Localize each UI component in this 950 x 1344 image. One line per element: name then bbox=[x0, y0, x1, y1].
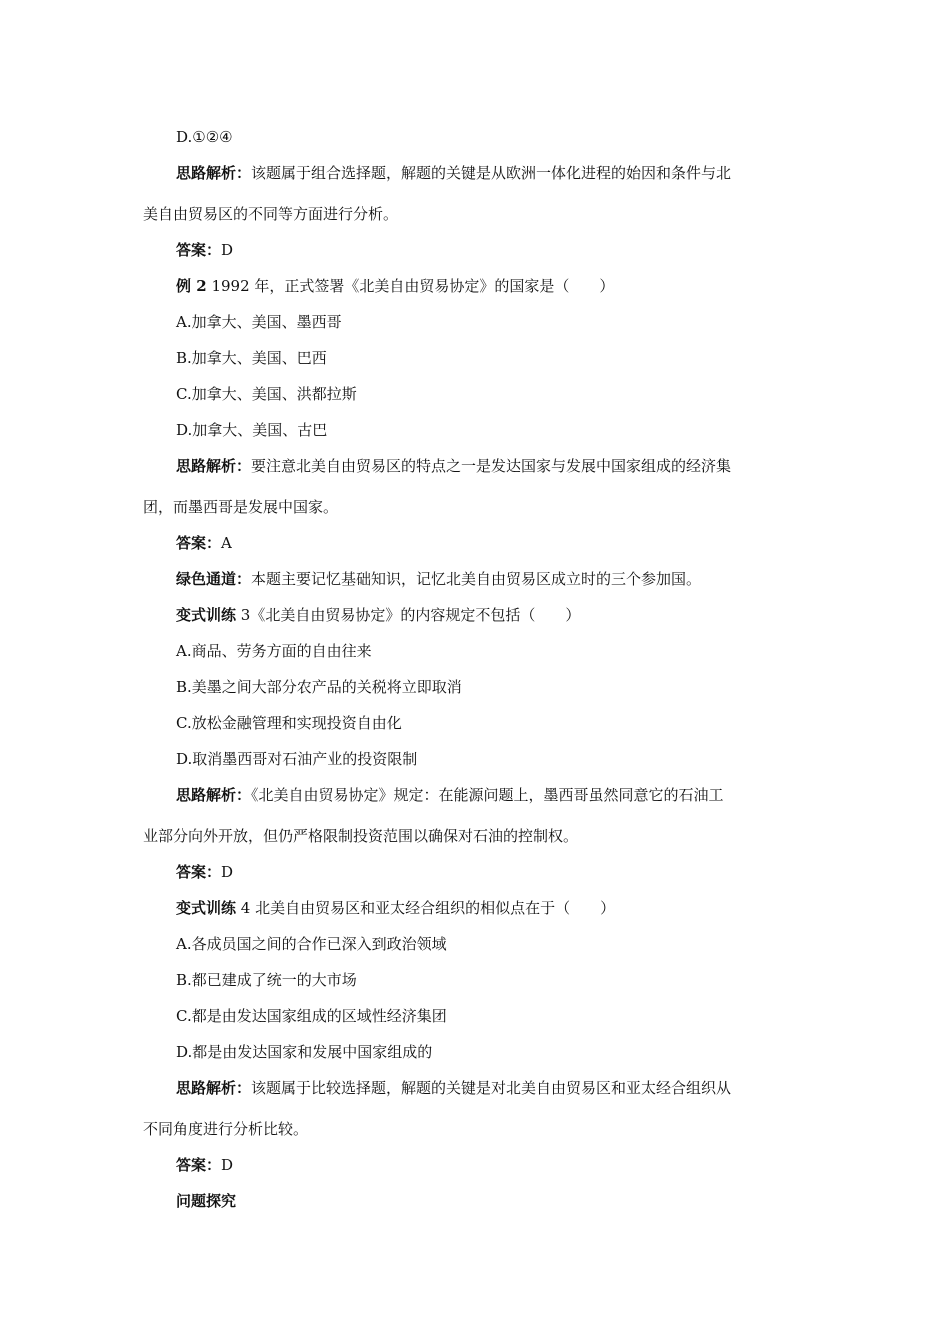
analysis-line: 思路解析：要注意北美自由贸易区的特点之一是发达国家与发展中国家组成的经济集 bbox=[176, 457, 732, 475]
section-heading: 问题探究 bbox=[176, 1192, 237, 1210]
answer-line: 答案：D bbox=[176, 1156, 234, 1174]
exercise-question: 变式训练 3《北美自由贸易协定》的内容规定不包括（ ） bbox=[176, 606, 581, 624]
option-line: B.加拿大、美国、巴西 bbox=[176, 349, 327, 367]
option-line: A.加拿大、美国、墨西哥 bbox=[176, 313, 342, 331]
option-line: C.都是由发达国家组成的区域性经济集团 bbox=[176, 1007, 447, 1025]
option-line: D.取消墨西哥对石油产业的投资限制 bbox=[176, 750, 418, 768]
exercise-question: 变式训练 4 北美自由贸易区和亚太经合组织的相似点在于（ ） bbox=[176, 899, 616, 917]
answer-line: 答案：D bbox=[176, 863, 234, 881]
option-line: B.美墨之间大部分农产品的关税将立即取消 bbox=[176, 678, 462, 696]
answer-line: 答案：A bbox=[176, 534, 232, 552]
analysis-continuation: 团，而墨西哥是发展中国家。 bbox=[143, 498, 339, 516]
green-channel-line: 绿色通道：本题主要记忆基础知识，记忆北美自由贸易区成立时的三个参加国。 bbox=[176, 570, 702, 588]
option-line: D.①②④ bbox=[176, 128, 233, 146]
option-line: A.各成员国之间的合作已深入到政治领域 bbox=[176, 935, 447, 953]
option-line: C.加拿大、美国、洪都拉斯 bbox=[176, 385, 357, 403]
example-question: 例 2 1992 年，正式签署《北美自由贸易协定》的国家是（ ） bbox=[176, 277, 615, 295]
option-line: A.商品、劳务方面的自由往来 bbox=[176, 642, 372, 660]
analysis-line: 思路解析：该题属于组合选择题，解题的关键是从欧洲一体化进程的始因和条件与北 bbox=[176, 164, 732, 182]
option-line: D.加拿大、美国、古巴 bbox=[176, 421, 328, 439]
option-line: C.放松金融管理和实现投资自由化 bbox=[176, 714, 402, 732]
analysis-line: 思路解析：《北美自由贸易协定》规定：在能源问题上，墨西哥虽然同意它的石油工 bbox=[176, 786, 724, 804]
analysis-continuation: 美自由贸易区的不同等方面进行分析。 bbox=[143, 205, 399, 223]
analysis-continuation: 业部分向外开放，但仍严格限制投资范围以确保对石油的控制权。 bbox=[143, 827, 579, 845]
analysis-continuation: 不同角度进行分析比较。 bbox=[143, 1120, 309, 1138]
answer-line: 答案：D bbox=[176, 241, 234, 259]
option-line: B.都已建成了统一的大市场 bbox=[176, 971, 357, 989]
analysis-line: 思路解析：该题属于比较选择题，解题的关键是对北美自由贸易区和亚太经合组织从 bbox=[176, 1079, 732, 1097]
option-line: D.都是由发达国家和发展中国家组成的 bbox=[176, 1043, 433, 1061]
